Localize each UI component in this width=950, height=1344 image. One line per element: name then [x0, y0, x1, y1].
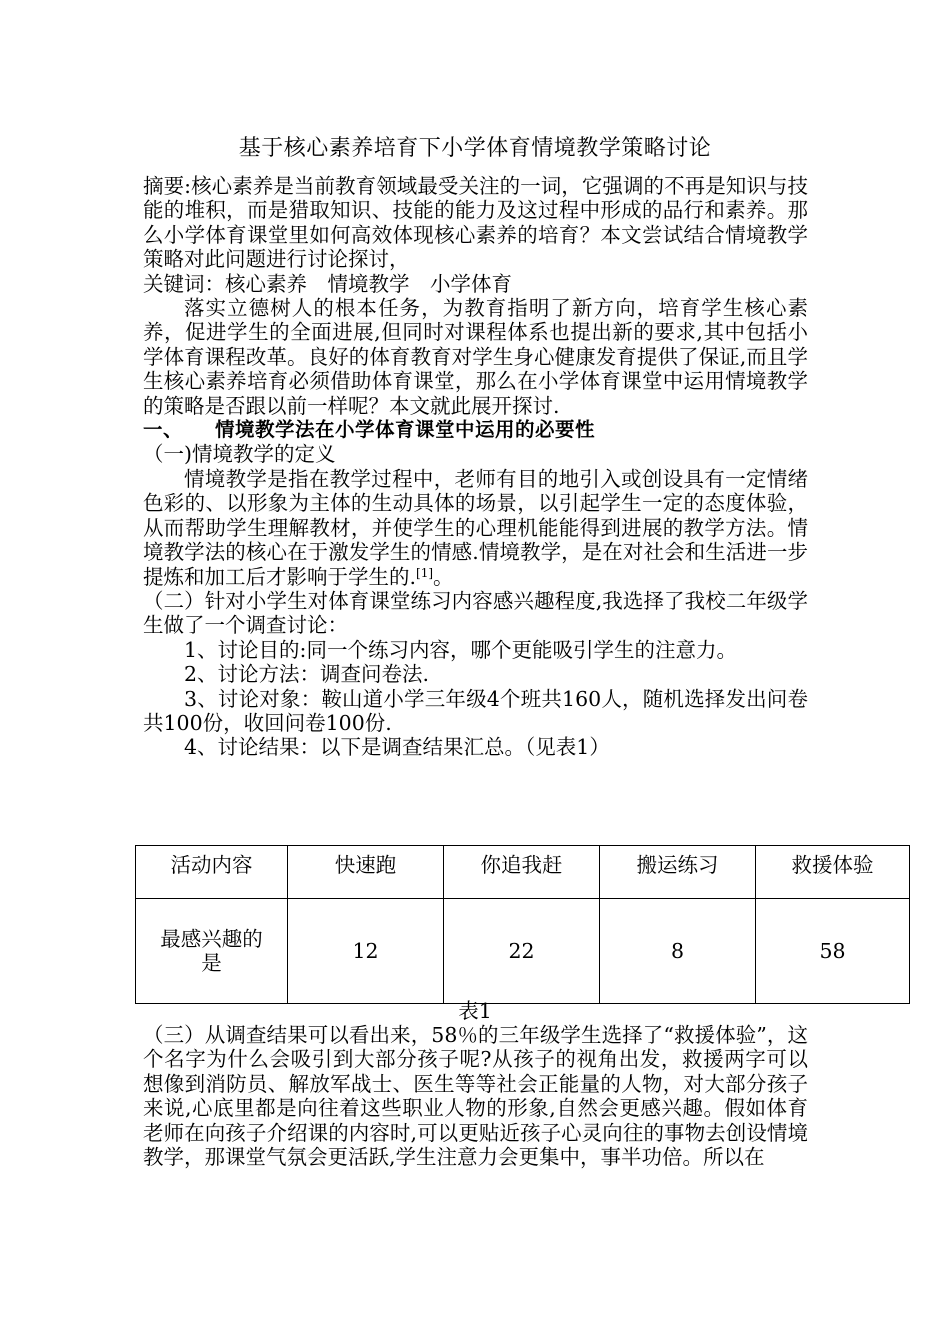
table-header-cell: 快速跑 — [288, 846, 444, 899]
intro-paragraph: 落实立德树人的根本任务，为教育指明了新方向，培育学生核心素养，促进学生的全面进展,但同时对课程体系也提出新的要求,其中包括小学体育课程改革。良好的体育教育对学生身心健康发育提供了保证,而且学生核心素养培育必须借助体育课堂，那么在小学体育课堂中运用情境教学的策略是否跟以前一样呢？本文就此展开探讨. — [143, 296, 808, 418]
table-header-cell: 救援体验 — [756, 846, 910, 899]
list-item: 1、讨论目的:同一个练习内容，哪个更能吸引学生的注意力。 — [184, 637, 737, 662]
table-caption: 表1 — [458, 999, 492, 1023]
section-title: 情境教学法在小学体育课堂中运用的必要性 — [215, 418, 596, 442]
document-title: 基于核心素养培育下小学体育情境教学策略讨论 — [238, 136, 712, 161]
definition-text: 情境教学是指在教学过程中，老师有目的地引入或创设具有一定情绪色彩的、以形象为主体的生动具体的场景，以引起学生一定的态度体验，从而帮助学生理解教材，并使学生的心理机能能得到进展的教学方法。情境教学法的核心在于激发学生的情感.情境教学，是在对社会和生活进一步提炼和加工后才影响于学生的. — [143, 466, 808, 589]
analysis-paragraph: （三）从调查结果可以看出来，58％的三年级学生选择了“救援体验”，这个名字为什么会吸引到大部分孩子呢?从孩子的视角出发，救援两字可以想像到消防员、解放军战士、医生等等社会正能量的人物，对大部分孩子来说,心底里都是向往着这些职业人物的形象,自然会更感兴趣。假如体育老师在向孩子介绍课的内容时,可以更贴近孩子心灵向往的事物去创设情境教学，那课堂气氛会更活跃,学生注意力会更集中，事半功倍。所以在 — [143, 1023, 808, 1170]
table-header-cell: 搬运练习 — [600, 846, 756, 899]
definition-paragraph — [143, 467, 808, 589]
document-body-continued — [143, 1023, 808, 1169]
table-cell: 58 — [756, 899, 910, 1004]
table-header-cell: 你追我赶 — [444, 846, 600, 899]
section-heading — [143, 418, 808, 442]
table-row — [136, 899, 910, 1004]
list-item: 4、讨论结果：以下是调查结果汇总。（见表1） — [184, 735, 610, 760]
table-header-cell: 活动内容 — [136, 846, 288, 899]
citation-ref: [1] — [416, 565, 434, 580]
survey-intro-paragraph: （二）针对小学生对体育课堂练习内容感兴趣程度,我选择了我校二年级学生做了一个调查讨论： — [143, 588, 808, 638]
abstract-paragraph: 摘要:核心素养是当前教育领域最受关注的一词，它强调的不再是知识与技能的堆积，而是猎取知识、技能的能力及这过程中形成的品行和素养。那么小学体育课堂里如何高效体现核心素养的培育？本文尝试结合情境教学策略对此问题进行讨论探讨， — [143, 174, 808, 272]
subsection-heading: （一)情境教学的定义 — [143, 442, 336, 467]
table-cell: 8 — [600, 899, 756, 1004]
keywords-line: 关键词：核心素养 情境教学 小学体育 — [143, 271, 512, 296]
survey-table — [135, 845, 910, 1004]
list-item: 2、讨论方法：调查问卷法. — [184, 662, 430, 687]
table-cell: 12 — [288, 899, 444, 1004]
list-item: 3、讨论对象：鞍山道小学三年级4个班共160人，随机选择发出问卷共100份，收回问卷100份. — [143, 686, 808, 735]
definition-end: 。 — [433, 564, 454, 589]
section-number: 一、 — [143, 418, 184, 442]
table-header-row — [136, 846, 910, 899]
table-row-label: 最感兴趣的是 — [136, 899, 288, 1004]
document-body — [143, 174, 808, 760]
table-cell: 22 — [444, 899, 600, 1004]
